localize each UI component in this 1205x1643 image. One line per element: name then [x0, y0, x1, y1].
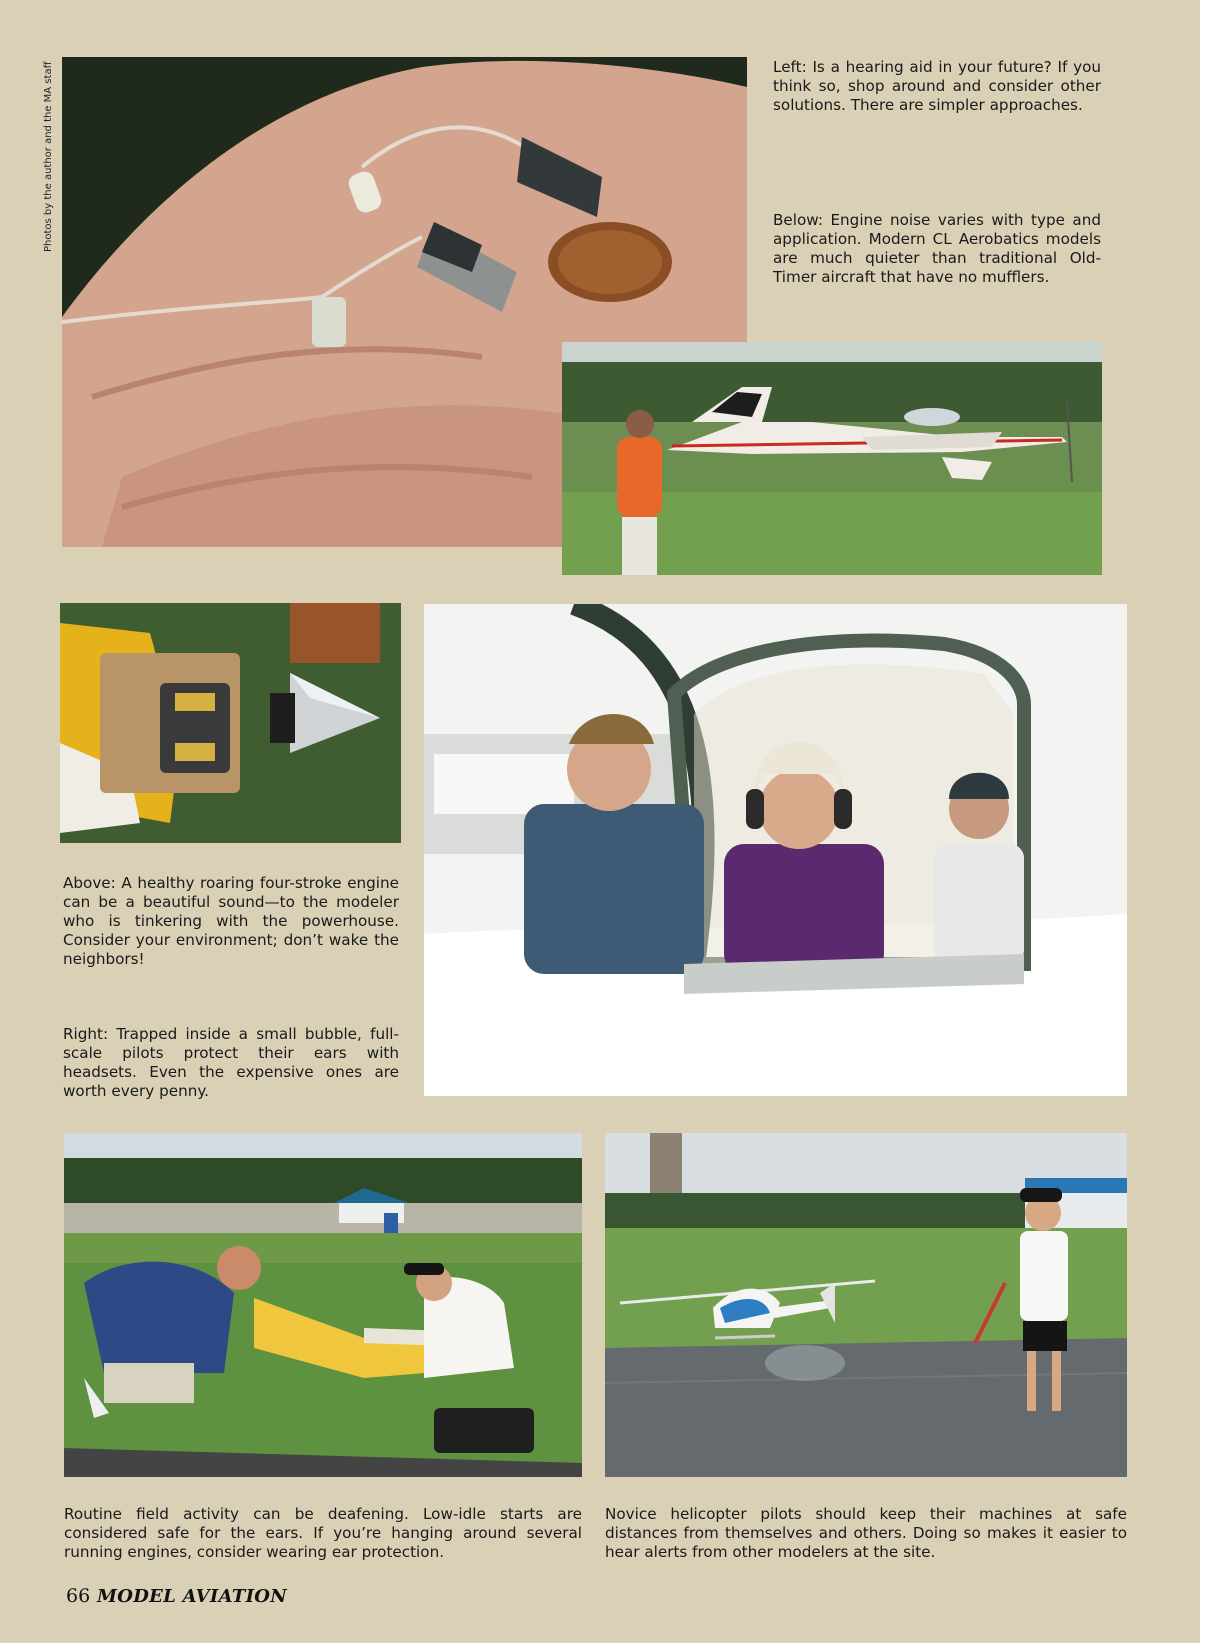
photo-credit: Photos by the author and the MA staff [43, 61, 54, 252]
photo-field-activity [64, 1133, 582, 1477]
photo-cl-aerobatics-plane [562, 342, 1102, 575]
caption-engine-noise: Below: Engine noise varies with type and application. Modern CL Aerobatics models are much quieter than traditional Old-Timer aircraft that have no mufflers. [773, 211, 1101, 286]
caption-helicopter: Novice helicopter pilots should keep their machines at safe distances from themselves and others. Doing so makes it easier to hear alerts from other modelers at the site. [605, 1505, 1127, 1561]
caption-field-activity: Routine field activity can be deafening. Low-idle starts are considered safe for the ears. If you’re hanging around several running engines, consider wearing ear protection. [64, 1505, 582, 1561]
photo-cockpit-headsets [424, 604, 1127, 1096]
photo-helicopter [605, 1133, 1127, 1477]
caption-hearing-aid: Left: Is a hearing aid in your future? If you think so, shop around and consider other solutions. There are simpler approaches. [773, 58, 1101, 114]
caption-four-stroke: Above: A healthy roaring four-stroke engine can be a beautiful sound—to the modeler who is tinkering with the powerhouse. Consider your environment; don’t wake the neighbors! [63, 874, 399, 968]
caption-headsets: Right: Trapped inside a small bubble, full-scale pilots protect their ears with headsets. Even the expensive ones are worth every penny. [63, 1025, 399, 1100]
magazine-name: MODEL AVIATION [97, 1586, 288, 1607]
page-number: 66 [66, 1585, 91, 1607]
photo-four-stroke-engine [60, 603, 401, 843]
